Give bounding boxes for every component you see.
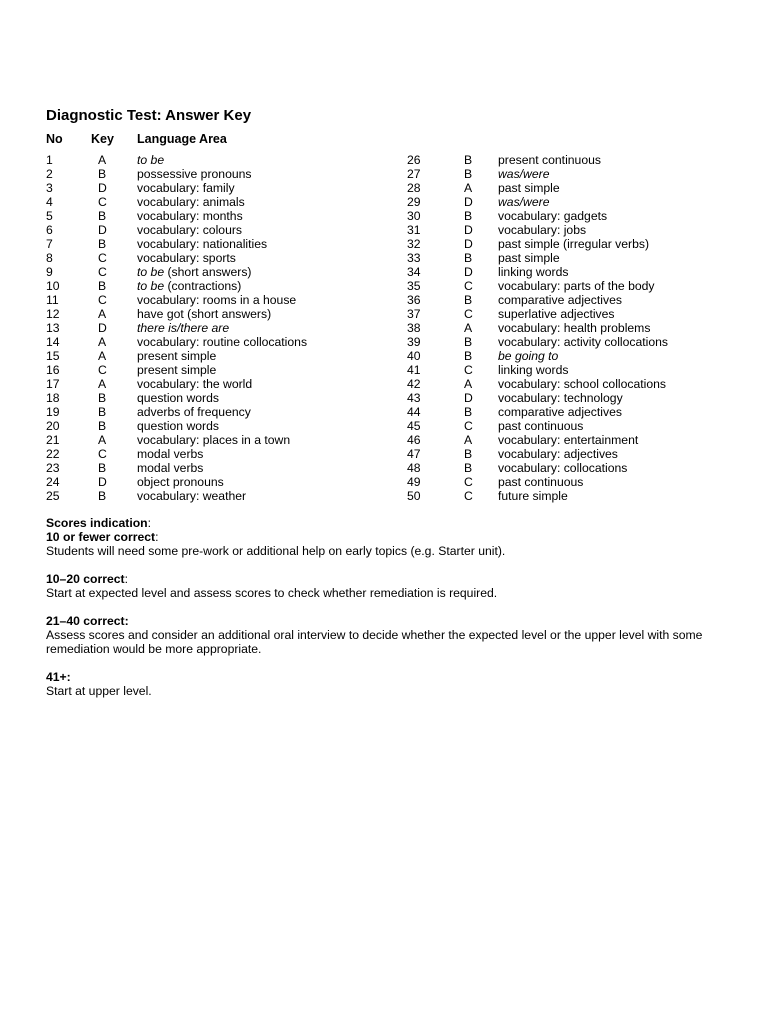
language-area-text: vocabulary: weather — [137, 489, 247, 503]
question-number: 30 — [407, 209, 421, 223]
answer-key: B — [464, 447, 473, 461]
question-number: 44 — [407, 405, 421, 419]
score-band-text: Assess scores and consider an additional oral interview to decide whether the expected level or the upper level with some remediation would be more appropriate. — [46, 628, 703, 656]
answer-key: C — [98, 363, 107, 377]
answer-key: B — [98, 167, 107, 181]
question-number: 10 — [46, 279, 60, 293]
language-area-text: vocabulary: adjectives — [498, 447, 618, 461]
answer-key: D — [464, 391, 473, 405]
score-band-label: 10 or fewer correct — [46, 530, 156, 544]
language-area — [137, 237, 267, 251]
question-number: 36 — [407, 293, 421, 307]
language-area-text: to be — [137, 153, 165, 167]
answer-key: D — [98, 321, 107, 335]
language-area-text: vocabulary: family — [137, 181, 235, 195]
score-band-text: Students will need some pre-work or additional help on early topics (e.g. Starter unit). — [46, 544, 506, 558]
answer-key: A — [98, 349, 107, 363]
language-area — [137, 377, 252, 391]
answer-key: B — [98, 391, 107, 405]
language-area-text: vocabulary: entertainment — [498, 433, 639, 447]
question-number: 1 — [46, 153, 53, 167]
language-area — [498, 363, 568, 377]
score-band-label-suffix: : — [124, 572, 128, 586]
language-area — [137, 321, 229, 335]
language-area — [137, 251, 236, 265]
scores-heading — [46, 516, 726, 530]
answer-key: B — [464, 461, 473, 475]
question-number: 19 — [46, 405, 60, 419]
language-area — [498, 447, 618, 461]
question-number: 49 — [407, 475, 421, 489]
question-number: 35 — [407, 279, 421, 293]
question-number: 29 — [407, 195, 421, 209]
language-area-text: superlative adjectives — [498, 307, 615, 321]
question-number: 24 — [46, 475, 60, 489]
language-area — [137, 447, 203, 461]
language-area — [498, 251, 560, 265]
language-area — [498, 223, 586, 237]
language-area — [137, 335, 307, 349]
language-area — [498, 293, 622, 307]
score-band-text: Start at upper level. — [46, 684, 152, 698]
score-band — [46, 572, 726, 600]
answer-key: A — [98, 377, 107, 391]
question-number: 5 — [46, 209, 53, 223]
language-area-text: vocabulary: technology — [498, 391, 623, 405]
language-area-text: future simple — [498, 489, 568, 503]
question-number: 9 — [46, 265, 53, 279]
question-number: 48 — [407, 461, 421, 475]
question-number: 46 — [407, 433, 421, 447]
language-area-text: present simple — [137, 363, 217, 377]
language-area — [498, 209, 607, 223]
answer-key: C — [464, 489, 473, 503]
language-area — [137, 307, 271, 321]
question-number: 2 — [46, 167, 53, 181]
language-area — [498, 265, 568, 279]
answer-key: B — [464, 349, 473, 363]
question-number: 28 — [407, 181, 421, 195]
language-area — [498, 335, 668, 349]
answer-key: C — [464, 363, 473, 377]
language-area — [498, 475, 583, 489]
language-area-text: vocabulary: health problems — [498, 321, 651, 335]
language-area-text: vocabulary: sports — [137, 251, 236, 265]
question-number: 50 — [407, 489, 421, 503]
answer-key-section — [46, 106, 726, 503]
language-area-text: comparative adjectives — [498, 293, 622, 307]
language-area-text: adverbs of frequency — [137, 405, 251, 419]
header-key: Key — [91, 132, 114, 146]
language-area — [498, 391, 623, 405]
answer-key: B — [464, 335, 473, 349]
language-area — [498, 195, 549, 209]
language-area-text: linking words — [498, 363, 569, 377]
answer-key: D — [98, 223, 107, 237]
language-area-text: there is/there are — [137, 321, 230, 335]
question-number: 43 — [407, 391, 421, 405]
language-area-text: present simple — [137, 349, 217, 363]
language-area — [137, 433, 290, 447]
language-area-text: question words — [137, 391, 219, 405]
answer-key: A — [464, 433, 473, 447]
language-area — [137, 223, 242, 237]
question-number: 16 — [46, 363, 60, 377]
answer-key: A — [98, 153, 107, 167]
language-area-text: vocabulary: gadgets — [498, 209, 608, 223]
language-area — [137, 461, 203, 475]
answer-key: C — [98, 251, 107, 265]
answer-key: D — [464, 195, 473, 209]
language-area-text: vocabulary: activity collocations — [498, 335, 669, 349]
language-area — [137, 167, 252, 181]
language-area-text: object pronouns — [137, 475, 224, 489]
language-area — [498, 433, 638, 447]
question-number: 21 — [46, 433, 60, 447]
language-area-text: modal verbs — [137, 447, 204, 461]
answer-key: B — [98, 209, 107, 223]
answer-key: D — [98, 181, 107, 195]
question-number: 39 — [407, 335, 421, 349]
language-area — [498, 237, 649, 251]
language-area-text: modal verbs — [137, 461, 204, 475]
question-number: 12 — [46, 307, 60, 321]
question-number: 47 — [407, 447, 421, 461]
language-area-text: vocabulary: animals — [137, 195, 245, 209]
language-area-text: vocabulary: collocations — [498, 461, 628, 475]
language-area — [498, 489, 568, 503]
score-band-label: 21–40 correct: — [46, 614, 129, 628]
language-area-text: vocabulary: nationalities — [137, 237, 268, 251]
language-area-text: comparative adjectives — [498, 405, 622, 419]
question-number: 4 — [46, 195, 53, 209]
question-number: 14 — [46, 335, 60, 349]
language-area — [498, 461, 627, 475]
language-area — [498, 405, 622, 419]
answer-key: D — [464, 237, 473, 251]
language-area — [137, 195, 245, 209]
language-area — [498, 153, 601, 167]
language-area-text: vocabulary: places in a town — [137, 433, 291, 447]
question-number: 7 — [46, 237, 53, 251]
question-number: 15 — [46, 349, 60, 363]
question-number: 37 — [407, 307, 421, 321]
language-area — [137, 405, 251, 419]
question-number: 40 — [407, 349, 421, 363]
language-area — [137, 391, 219, 405]
question-number: 23 — [46, 461, 60, 475]
language-area-text: vocabulary: the world — [137, 377, 253, 391]
score-band-label-suffix: : — [155, 530, 159, 544]
answer-key: B — [464, 251, 473, 265]
answer-key: B — [98, 489, 107, 503]
question-number: 11 — [46, 293, 59, 307]
language-area — [137, 419, 219, 433]
language-area — [137, 349, 216, 363]
language-area-text: past simple — [498, 181, 560, 195]
answer-key: A — [464, 321, 473, 335]
answer-key: B — [464, 167, 473, 181]
score-band-text: Start at expected level and assess scores to check whether remediation is required. — [46, 586, 498, 600]
answer-key: C — [98, 195, 107, 209]
answer-key: B — [98, 419, 107, 433]
language-area-text: present continuous — [498, 153, 601, 167]
answer-key: A — [98, 335, 107, 349]
language-area — [498, 307, 615, 321]
language-area-text: possessive pronouns — [137, 167, 252, 181]
language-area-text: (short answers) — [164, 265, 252, 279]
answer-key: B — [464, 209, 473, 223]
score-band-label: 41+: — [46, 670, 71, 684]
language-area-text: have got (short answers) — [137, 307, 272, 321]
language-area — [498, 279, 655, 293]
language-area — [137, 153, 164, 167]
language-area-text: past continuous — [498, 419, 584, 433]
score-band — [46, 670, 726, 698]
language-area-text: vocabulary: rooms in a house — [137, 293, 297, 307]
answer-key: B — [464, 405, 473, 419]
answer-key: C — [464, 475, 473, 489]
question-number: 33 — [407, 251, 421, 265]
answer-key: B — [98, 237, 107, 251]
answer-key: B — [464, 153, 473, 167]
answer-table — [46, 153, 726, 503]
language-area — [137, 489, 246, 503]
language-area — [137, 279, 241, 293]
language-area — [137, 181, 235, 195]
answer-key: C — [98, 265, 107, 279]
question-number: 26 — [407, 153, 421, 167]
language-area-text: (contractions) — [164, 279, 242, 293]
answer-key: B — [98, 405, 107, 419]
answer-key: C — [98, 293, 107, 307]
score-band-label: 10–20 correct — [46, 572, 125, 586]
language-area — [498, 419, 583, 433]
language-area — [498, 167, 549, 181]
answer-key: D — [464, 223, 473, 237]
language-area — [137, 209, 243, 223]
header-language-area: Language Area — [137, 132, 227, 146]
scores-heading-colon: : — [147, 516, 151, 530]
answer-key: A — [98, 433, 107, 447]
question-number: 20 — [46, 419, 60, 433]
question-number: 6 — [46, 223, 53, 237]
question-number: 27 — [407, 167, 421, 181]
question-number: 45 — [407, 419, 421, 433]
language-area — [498, 181, 560, 195]
language-area-text: to be — [137, 279, 165, 293]
answer-key: B — [464, 293, 473, 307]
language-area-text: past simple — [498, 251, 560, 265]
answer-key: A — [464, 377, 473, 391]
language-area-text: vocabulary: jobs — [498, 223, 587, 237]
question-number: 38 — [407, 321, 421, 335]
answer-key: C — [98, 447, 107, 461]
question-number: 8 — [46, 251, 53, 265]
score-band — [46, 614, 726, 656]
language-area-text: was/were — [498, 167, 550, 181]
language-area-text: past continuous — [498, 475, 584, 489]
answer-key: B — [98, 461, 107, 475]
score-band — [46, 530, 726, 558]
language-area-text: vocabulary: school collocations — [498, 377, 667, 391]
question-number: 3 — [46, 181, 53, 195]
question-number: 32 — [407, 237, 421, 251]
answer-key: A — [98, 307, 107, 321]
question-number: 42 — [407, 377, 421, 391]
language-area — [137, 265, 251, 279]
table-header — [46, 130, 726, 148]
question-number: 17 — [46, 377, 60, 391]
scores-section — [46, 516, 726, 698]
header-no: No — [46, 132, 63, 146]
page-title: Diagnostic Test: Answer Key — [46, 107, 252, 124]
language-area-text: question words — [137, 419, 219, 433]
language-area-text: vocabulary: routine collocations — [137, 335, 308, 349]
question-number: 41 — [407, 363, 421, 377]
language-area — [137, 293, 296, 307]
language-area — [498, 321, 650, 335]
language-area — [498, 377, 666, 391]
answer-key: A — [464, 181, 473, 195]
answer-key: C — [464, 279, 473, 293]
language-area-text: vocabulary: parts of the body — [498, 279, 655, 293]
language-area-text: be going to — [498, 349, 559, 363]
question-number: 34 — [407, 265, 421, 279]
answer-key: C — [464, 307, 473, 321]
answer-key: D — [98, 475, 107, 489]
question-number: 18 — [46, 391, 60, 405]
question-number: 22 — [46, 447, 60, 461]
language-area-text: vocabulary: colours — [137, 223, 242, 237]
scores-heading-label: Scores indication — [46, 516, 148, 530]
question-number: 25 — [46, 489, 60, 503]
question-number: 31 — [407, 223, 421, 237]
language-area-text: to be — [137, 265, 165, 279]
language-area — [498, 349, 558, 363]
language-area-text: vocabulary: months — [137, 209, 243, 223]
language-area-text: was/were — [498, 195, 550, 209]
answer-key: B — [98, 279, 107, 293]
answer-key: D — [464, 265, 473, 279]
language-area — [137, 363, 216, 377]
language-area-text: linking words — [498, 265, 569, 279]
language-area — [137, 475, 224, 489]
answer-key: C — [464, 419, 473, 433]
question-number: 13 — [46, 321, 60, 335]
language-area-text: past simple (irregular verbs) — [498, 237, 650, 251]
